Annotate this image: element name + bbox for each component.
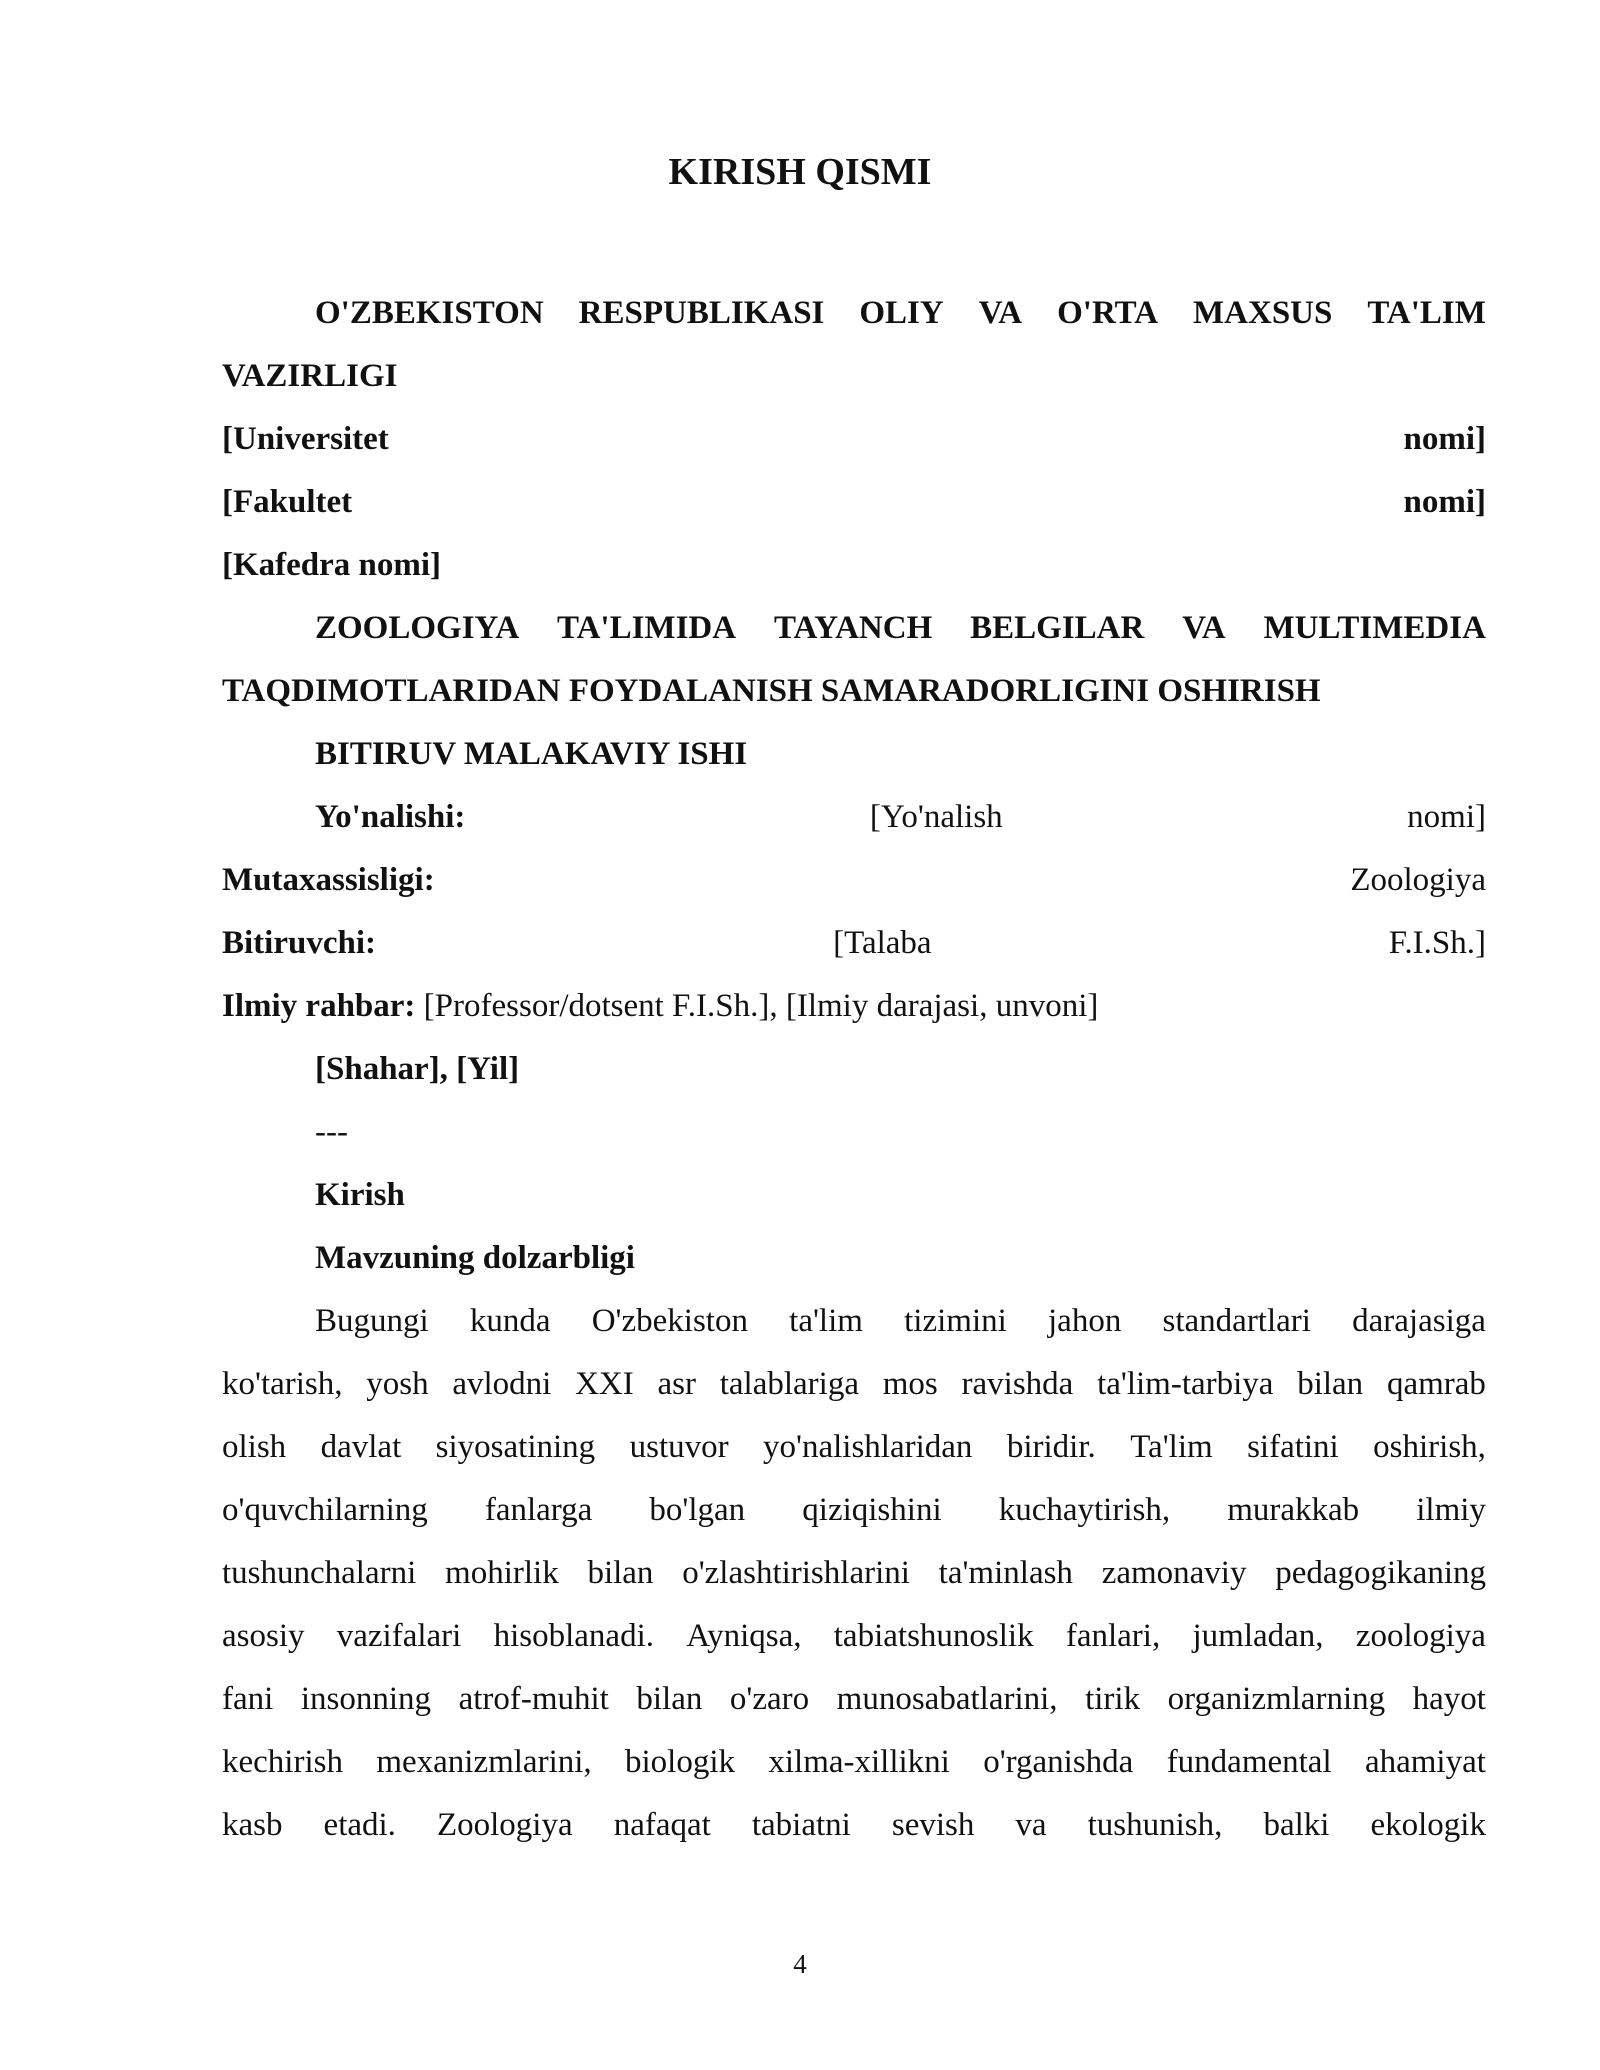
word: atrof-muhit <box>458 1681 609 1717</box>
word: asosiy <box>222 1618 305 1654</box>
word: kasb <box>222 1807 283 1843</box>
word: etadi. <box>323 1807 396 1843</box>
word: zoologiya <box>1355 1618 1486 1654</box>
word: TA'LIM <box>1367 295 1486 331</box>
word: bilan <box>1297 1366 1364 1402</box>
graduate-label: Bitiruvchi: <box>222 925 376 961</box>
word: o'zlashtirishlarini <box>682 1555 910 1591</box>
word: ta'lim <box>789 1303 863 1339</box>
word: O'ZBEKISTON <box>315 295 544 331</box>
word: standartlari <box>1162 1303 1311 1339</box>
word: TA'LIMIDA <box>557 610 737 646</box>
word: o'quvchilarning <box>222 1492 428 1528</box>
word: darajasiga <box>1352 1303 1486 1339</box>
word: ta'lim-tarbiya <box>1097 1366 1274 1402</box>
paragraph-line <box>222 1353 1486 1416</box>
word: tizimini <box>904 1303 1007 1339</box>
direction-value-2: nomi] <box>1407 799 1486 835</box>
word: oshirish, <box>1373 1429 1486 1465</box>
word: kuchaytirish, <box>998 1492 1171 1528</box>
word: balki <box>1263 1807 1330 1843</box>
word: ravishda <box>961 1366 1074 1402</box>
word: O'zbekiston <box>591 1303 748 1339</box>
word: tirik <box>1085 1681 1141 1717</box>
word: yo'nalishlaridan <box>763 1429 973 1465</box>
graduate-line <box>222 912 1486 975</box>
word: asr <box>657 1366 696 1402</box>
word: o'zaro <box>729 1681 810 1717</box>
specialty-value: Zoologiya <box>1350 862 1486 898</box>
word: ahamiyat <box>1364 1744 1486 1780</box>
paragraph-line <box>315 1290 1486 1353</box>
word: va <box>1015 1807 1047 1843</box>
word: nafaqat <box>613 1807 711 1843</box>
direction-line <box>315 786 1486 849</box>
word: O'RTA <box>1057 295 1159 331</box>
graduate-value-1: [Talaba <box>833 925 932 961</box>
city-year: [Shahar], [Yil] <box>315 1051 520 1087</box>
word: organizmlarning <box>1167 1681 1386 1717</box>
word: [Fakultet <box>222 484 353 520</box>
word: TAYANCH <box>773 610 933 646</box>
word: fanlarga <box>484 1492 593 1528</box>
word: ilmiy <box>1416 1492 1486 1528</box>
word: OLIY <box>859 295 944 331</box>
word: bilan <box>636 1681 703 1717</box>
word: mexanizmlarini, <box>376 1744 592 1780</box>
word: biologik <box>625 1744 736 1780</box>
word: XXI <box>575 1366 634 1402</box>
word: tushunchalarni <box>222 1555 417 1591</box>
direction-value-1: [Yo'nalish <box>869 799 1003 835</box>
word: tabiatshunoslik <box>833 1618 1034 1654</box>
word: ekologik <box>1370 1807 1486 1843</box>
word: qamrab <box>1386 1366 1486 1402</box>
word: vazifalari <box>336 1618 462 1654</box>
word: tushunish, <box>1087 1807 1223 1843</box>
word: Bugungi <box>315 1303 429 1339</box>
supervisor-value: [Professor/dotsent F.I.Sh.], [Ilmiy darajasi, unvoni] <box>415 988 1099 1024</box>
word: ustuvor <box>629 1429 729 1465</box>
supervisor-label: Ilmiy rahbar: <box>222 988 416 1024</box>
specialty-label: Mutaxassisligi: <box>222 862 435 898</box>
page-number: 4 <box>793 1949 807 1979</box>
separator: --- <box>315 1114 348 1150</box>
word: sifatini <box>1247 1429 1339 1465</box>
word: fani <box>222 1681 274 1717</box>
paragraph-line <box>222 1794 1486 1857</box>
word: kechirish <box>222 1744 343 1780</box>
word: xilma-xillikni <box>768 1744 950 1780</box>
word: VA <box>1182 610 1226 646</box>
thesis-topic-line-2: TAQDIMOTLARIDAN FOYDALANISH SAMARADORLIGINI OSHIRISH <box>222 673 1321 709</box>
word: insonning <box>300 1681 432 1717</box>
word: Ta'lim <box>1130 1429 1213 1465</box>
word: Zoologiya <box>436 1807 573 1843</box>
word: tabiatni <box>751 1807 851 1843</box>
paragraph-line <box>222 1542 1486 1605</box>
ministry-line-1 <box>315 282 1486 345</box>
thesis-topic-line-1 <box>315 597 1486 660</box>
word: ta'minlash <box>938 1555 1073 1591</box>
ministry-line-2: VAZIRLIGI <box>222 358 398 394</box>
paragraph-line <box>222 1668 1486 1731</box>
word: fundamental <box>1166 1744 1332 1780</box>
department-line: [Kafedra nomi] <box>222 547 442 583</box>
word: VA <box>978 295 1023 331</box>
intro-subheading: Mavzuning dolzarbligi <box>315 1240 635 1276</box>
faculty-line <box>222 471 1486 534</box>
word: munosabatlarini, <box>836 1681 1058 1717</box>
work-type: BITIRUV MALAKAVIY ISHI <box>315 736 748 772</box>
word: jahon <box>1048 1303 1122 1339</box>
word: qiziqishini <box>802 1492 942 1528</box>
page-title: KIRISH QISMI <box>668 151 932 193</box>
specialty-line <box>222 849 1486 912</box>
word: nomi] <box>1403 484 1486 520</box>
paragraph-line <box>222 1479 1486 1542</box>
word: pedagogikaning <box>1275 1555 1486 1591</box>
word: nomi] <box>1403 421 1486 457</box>
word: yosh <box>366 1366 429 1402</box>
word: ZOOLOGIYA <box>315 610 520 646</box>
word: fanlari, <box>1065 1618 1161 1654</box>
word: ko'tarish, <box>222 1366 343 1402</box>
paragraph-line <box>222 1731 1486 1794</box>
word: kunda <box>469 1303 551 1339</box>
word: o'rganishda <box>983 1744 1134 1780</box>
university-line <box>222 408 1486 471</box>
word: murakkab <box>1227 1492 1360 1528</box>
word: hayot <box>1412 1681 1486 1717</box>
word: jumladan, <box>1192 1618 1324 1654</box>
word: zamonaviy <box>1101 1555 1247 1591</box>
word: mohirlik <box>445 1555 559 1591</box>
word: davlat <box>320 1429 402 1465</box>
word: hisoblanadi. <box>493 1618 655 1654</box>
intro-heading: Kirish <box>315 1177 405 1213</box>
direction-label: Yo'nalishi: <box>315 799 466 835</box>
word: mos <box>882 1366 938 1402</box>
word: bo'lgan <box>649 1492 746 1528</box>
paragraph-line <box>222 1605 1486 1668</box>
word: BELGILAR <box>970 610 1145 646</box>
supervisor-line <box>222 975 1486 1038</box>
word: MULTIMEDIA <box>1263 610 1486 646</box>
word: bilan <box>587 1555 654 1591</box>
word: avlodni <box>452 1366 552 1402</box>
word: biridir. <box>1006 1429 1096 1465</box>
graduate-value-2: F.I.Sh.] <box>1388 925 1486 961</box>
word: MAXSUS <box>1193 295 1333 331</box>
word: Ayniqsa, <box>686 1618 802 1654</box>
word: [Universitet <box>222 421 389 457</box>
word: talablariga <box>719 1366 859 1402</box>
paragraph-line <box>222 1416 1486 1479</box>
word: sevish <box>891 1807 975 1843</box>
word: olish <box>222 1429 287 1465</box>
word: RESPUBLIKASI <box>578 295 825 331</box>
word: siyosatining <box>435 1429 596 1465</box>
